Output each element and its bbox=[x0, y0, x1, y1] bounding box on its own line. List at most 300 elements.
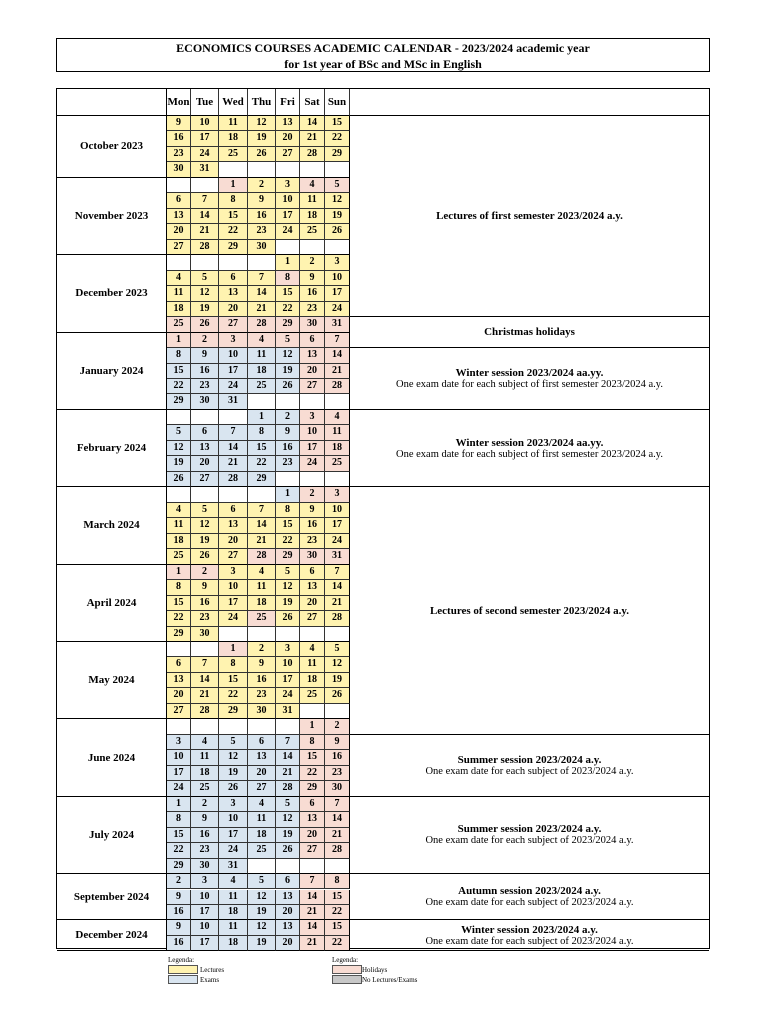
day-cell: 23 bbox=[191, 843, 219, 858]
day-cell: 7 bbox=[191, 657, 219, 672]
day-cell: 2 bbox=[191, 565, 219, 580]
day-cell bbox=[219, 627, 248, 642]
day-cell: 26 bbox=[276, 611, 300, 626]
day-cell: 14 bbox=[219, 441, 248, 456]
day-cell: 26 bbox=[219, 781, 248, 796]
day-cell bbox=[300, 394, 325, 409]
period-subtitle: One exam date for each subject of 2023/2024 a.y. bbox=[425, 835, 634, 847]
day-cell: 9 bbox=[167, 920, 191, 935]
day-cell: 9 bbox=[325, 735, 350, 750]
day-cell: 13 bbox=[276, 920, 300, 935]
day-cell: 19 bbox=[248, 936, 276, 951]
day-cell: 15 bbox=[167, 364, 191, 379]
day-cell bbox=[191, 255, 219, 270]
day-cell: 2 bbox=[248, 178, 276, 193]
day-cell: 16 bbox=[325, 750, 350, 765]
day-cell: 3 bbox=[167, 735, 191, 750]
day-cell: 1 bbox=[219, 178, 248, 193]
day-cell: 7 bbox=[325, 565, 350, 580]
day-cell: 26 bbox=[167, 472, 191, 487]
day-cell: 22 bbox=[325, 131, 350, 146]
day-cell bbox=[325, 472, 350, 487]
day-cell: 19 bbox=[191, 534, 219, 549]
day-cell: 15 bbox=[167, 596, 191, 611]
day-cell: 9 bbox=[191, 348, 219, 363]
day-cell: 17 bbox=[191, 131, 219, 146]
day-cell: 13 bbox=[167, 209, 191, 224]
day-cell bbox=[219, 487, 248, 502]
weekday-header-thu: Thu bbox=[248, 89, 276, 116]
day-cell: 29 bbox=[248, 472, 276, 487]
day-cell: 22 bbox=[167, 611, 191, 626]
day-cell: 22 bbox=[300, 766, 325, 781]
day-cell: 21 bbox=[300, 936, 325, 951]
day-cell: 30 bbox=[167, 162, 191, 177]
calendar-title-box bbox=[56, 38, 710, 72]
day-cell: 16 bbox=[167, 131, 191, 146]
day-cell: 14 bbox=[325, 812, 350, 827]
day-cell: 18 bbox=[167, 534, 191, 549]
period-title: Summer session 2023/2024 a.y. bbox=[457, 823, 602, 836]
day-cell: 19 bbox=[276, 828, 300, 843]
day-cell bbox=[167, 642, 191, 657]
day-cell: 20 bbox=[167, 224, 191, 239]
day-cell: 7 bbox=[248, 271, 276, 286]
day-cell: 17 bbox=[219, 364, 248, 379]
day-cell: 31 bbox=[219, 859, 248, 874]
day-cell: 14 bbox=[248, 518, 276, 533]
month-name: June 2024 bbox=[57, 719, 167, 796]
day-cell: 8 bbox=[276, 271, 300, 286]
day-cell: 12 bbox=[248, 920, 276, 935]
day-cell: 28 bbox=[325, 611, 350, 626]
day-cell: 21 bbox=[300, 905, 325, 920]
day-cell: 18 bbox=[219, 936, 248, 951]
day-cell: 25 bbox=[248, 379, 276, 394]
day-cell: 20 bbox=[300, 364, 325, 379]
day-cell: 17 bbox=[219, 596, 248, 611]
day-cell: 25 bbox=[167, 549, 191, 564]
day-cell: 8 bbox=[276, 503, 300, 518]
day-cell: 19 bbox=[219, 766, 248, 781]
day-cell bbox=[248, 162, 276, 177]
header-corner bbox=[57, 89, 167, 116]
day-cell: 5 bbox=[167, 425, 191, 440]
legend-no-lectures-label: No Lectures/Exams bbox=[362, 976, 418, 984]
day-cell: 17 bbox=[325, 518, 350, 533]
day-cell: 5 bbox=[191, 271, 219, 286]
day-cell: 13 bbox=[300, 348, 325, 363]
day-cell bbox=[167, 178, 191, 193]
day-cell: 8 bbox=[325, 874, 350, 889]
day-cell: 22 bbox=[276, 302, 300, 317]
month-name: January 2024 bbox=[57, 333, 167, 410]
day-cell bbox=[167, 487, 191, 502]
legend-exams-label: Exams bbox=[200, 976, 220, 984]
day-cell bbox=[191, 487, 219, 502]
day-cell: 2 bbox=[191, 797, 219, 812]
day-cell: 25 bbox=[248, 611, 276, 626]
day-cell bbox=[276, 627, 300, 642]
period-description bbox=[350, 920, 709, 951]
day-cell: 4 bbox=[325, 410, 350, 425]
day-cell: 15 bbox=[219, 673, 248, 688]
day-cell: 2 bbox=[167, 874, 191, 889]
period-description bbox=[350, 410, 709, 487]
day-cell: 22 bbox=[325, 936, 350, 951]
day-cell: 26 bbox=[276, 379, 300, 394]
day-cell: 3 bbox=[219, 333, 248, 348]
day-cell: 7 bbox=[300, 874, 325, 889]
day-cell: 6 bbox=[300, 797, 325, 812]
day-cell: 30 bbox=[300, 317, 325, 332]
legend-lectures-label: Lectures bbox=[200, 966, 225, 974]
day-cell: 24 bbox=[191, 147, 219, 162]
day-cell bbox=[248, 255, 276, 270]
period-title: Summer session 2023/2024 a.y. bbox=[457, 753, 602, 766]
period-title: Lectures of first semester 2023/2024 a.y. bbox=[436, 210, 623, 223]
day-cell: 27 bbox=[219, 549, 248, 564]
day-cell: 11 bbox=[300, 193, 325, 208]
day-cell: 6 bbox=[191, 425, 219, 440]
month-name: April 2024 bbox=[57, 565, 167, 642]
period-description bbox=[350, 348, 709, 410]
day-cell: 28 bbox=[248, 549, 276, 564]
day-cell bbox=[325, 162, 350, 177]
day-cell: 5 bbox=[276, 797, 300, 812]
day-cell: 1 bbox=[167, 565, 191, 580]
period-subtitle: One exam date for each subject of 2023/2024 a.y. bbox=[425, 765, 634, 777]
day-cell: 14 bbox=[300, 890, 325, 905]
day-cell: 17 bbox=[276, 209, 300, 224]
legend-no-lectures-swatch bbox=[332, 975, 362, 984]
day-cell: 10 bbox=[325, 503, 350, 518]
day-cell: 1 bbox=[167, 333, 191, 348]
day-cell: 22 bbox=[276, 534, 300, 549]
day-cell: 25 bbox=[325, 456, 350, 471]
day-cell: 20 bbox=[219, 534, 248, 549]
day-cell bbox=[248, 487, 276, 502]
day-cell: 13 bbox=[219, 518, 248, 533]
day-cell: 8 bbox=[248, 425, 276, 440]
day-cell: 6 bbox=[219, 271, 248, 286]
day-cell: 23 bbox=[325, 766, 350, 781]
day-cell: 21 bbox=[248, 534, 276, 549]
day-cell: 15 bbox=[167, 828, 191, 843]
day-cell: 26 bbox=[325, 224, 350, 239]
day-cell: 18 bbox=[219, 131, 248, 146]
day-cell: 23 bbox=[248, 688, 276, 703]
day-cell: 5 bbox=[191, 503, 219, 518]
day-cell: 13 bbox=[219, 286, 248, 301]
day-cell: 11 bbox=[300, 657, 325, 672]
day-cell: 19 bbox=[248, 905, 276, 920]
day-cell: 1 bbox=[276, 487, 300, 502]
day-cell: 9 bbox=[248, 657, 276, 672]
day-cell bbox=[276, 472, 300, 487]
month-name: December 2023 bbox=[57, 255, 167, 332]
day-cell: 12 bbox=[191, 518, 219, 533]
day-cell bbox=[300, 704, 325, 719]
month-name: July 2024 bbox=[57, 797, 167, 874]
day-cell: 21 bbox=[248, 302, 276, 317]
day-cell bbox=[191, 178, 219, 193]
day-cell: 30 bbox=[248, 240, 276, 255]
day-cell: 4 bbox=[191, 735, 219, 750]
day-cell: 9 bbox=[248, 193, 276, 208]
day-cell: 25 bbox=[191, 781, 219, 796]
day-cell: 27 bbox=[300, 611, 325, 626]
day-cell: 15 bbox=[276, 286, 300, 301]
title-line-2: for 1st year of BSc and MSc in English bbox=[284, 57, 482, 71]
day-cell: 15 bbox=[325, 920, 350, 935]
day-cell: 29 bbox=[325, 147, 350, 162]
day-cell bbox=[219, 162, 248, 177]
day-cell: 31 bbox=[325, 317, 350, 332]
day-cell: 16 bbox=[300, 286, 325, 301]
day-cell: 11 bbox=[325, 425, 350, 440]
day-cell: 8 bbox=[167, 348, 191, 363]
day-cell: 26 bbox=[191, 317, 219, 332]
day-cell: 4 bbox=[167, 271, 191, 286]
day-cell: 14 bbox=[191, 209, 219, 224]
day-cell: 15 bbox=[219, 209, 248, 224]
day-cell: 11 bbox=[219, 890, 248, 905]
day-cell: 9 bbox=[276, 425, 300, 440]
day-cell: 28 bbox=[300, 147, 325, 162]
day-cell bbox=[191, 410, 219, 425]
day-cell bbox=[219, 255, 248, 270]
day-cell bbox=[167, 719, 191, 734]
day-cell: 7 bbox=[191, 193, 219, 208]
day-cell: 12 bbox=[167, 441, 191, 456]
day-cell: 31 bbox=[219, 394, 248, 409]
header-description-cell bbox=[350, 89, 709, 116]
period-subtitle: One exam date for each subject of first semester 2023/2024 a.y. bbox=[396, 378, 663, 390]
day-cell: 7 bbox=[219, 425, 248, 440]
day-cell: 27 bbox=[276, 147, 300, 162]
day-cell: 14 bbox=[276, 750, 300, 765]
day-cell: 30 bbox=[300, 549, 325, 564]
day-cell: 31 bbox=[191, 162, 219, 177]
day-cell: 5 bbox=[325, 642, 350, 657]
day-cell: 23 bbox=[248, 224, 276, 239]
day-cell: 29 bbox=[276, 549, 300, 564]
calendar-table bbox=[56, 88, 710, 949]
day-cell: 22 bbox=[248, 456, 276, 471]
month-name: May 2024 bbox=[57, 642, 167, 719]
legend-holidays-swatch bbox=[332, 965, 362, 974]
day-cell: 26 bbox=[276, 843, 300, 858]
day-cell: 13 bbox=[248, 750, 276, 765]
day-cell: 29 bbox=[167, 859, 191, 874]
day-cell: 27 bbox=[300, 843, 325, 858]
day-cell: 9 bbox=[300, 271, 325, 286]
day-cell: 23 bbox=[167, 147, 191, 162]
day-cell: 26 bbox=[325, 688, 350, 703]
day-cell: 17 bbox=[191, 936, 219, 951]
day-cell: 1 bbox=[300, 719, 325, 734]
day-cell: 2 bbox=[300, 255, 325, 270]
day-cell: 29 bbox=[276, 317, 300, 332]
day-cell: 1 bbox=[219, 642, 248, 657]
day-cell: 29 bbox=[300, 781, 325, 796]
day-cell: 3 bbox=[300, 410, 325, 425]
day-cell: 3 bbox=[219, 797, 248, 812]
day-cell: 20 bbox=[167, 688, 191, 703]
day-cell: 27 bbox=[167, 704, 191, 719]
day-cell bbox=[276, 240, 300, 255]
day-cell: 2 bbox=[191, 333, 219, 348]
day-cell bbox=[191, 642, 219, 657]
day-cell: 6 bbox=[167, 193, 191, 208]
title-line-1: ECONOMICS COURSES ACADEMIC CALENDAR - 2023/2024 academic year bbox=[176, 41, 590, 55]
day-cell: 20 bbox=[276, 905, 300, 920]
day-cell: 21 bbox=[325, 596, 350, 611]
day-cell: 24 bbox=[325, 534, 350, 549]
day-cell bbox=[248, 394, 276, 409]
day-cell: 30 bbox=[325, 781, 350, 796]
day-cell: 11 bbox=[248, 348, 276, 363]
day-cell bbox=[276, 394, 300, 409]
day-cell: 20 bbox=[219, 302, 248, 317]
day-cell: 18 bbox=[248, 828, 276, 843]
day-cell: 10 bbox=[325, 271, 350, 286]
day-cell: 12 bbox=[276, 348, 300, 363]
legend-heading-right: Legenda: bbox=[332, 956, 359, 964]
day-cell: 5 bbox=[219, 735, 248, 750]
day-cell: 2 bbox=[300, 487, 325, 502]
day-cell bbox=[325, 627, 350, 642]
day-cell: 12 bbox=[276, 580, 300, 595]
day-cell: 17 bbox=[276, 673, 300, 688]
day-cell: 10 bbox=[300, 425, 325, 440]
month-name: December 2024 bbox=[57, 920, 167, 951]
day-cell: 28 bbox=[276, 781, 300, 796]
month-name: November 2023 bbox=[57, 178, 167, 255]
day-cell: 27 bbox=[300, 379, 325, 394]
day-cell: 8 bbox=[167, 812, 191, 827]
day-cell: 9 bbox=[191, 580, 219, 595]
day-cell: 24 bbox=[276, 224, 300, 239]
day-cell: 6 bbox=[300, 333, 325, 348]
day-cell bbox=[167, 410, 191, 425]
day-cell: 24 bbox=[167, 781, 191, 796]
day-cell: 5 bbox=[276, 333, 300, 348]
day-cell: 16 bbox=[191, 828, 219, 843]
day-cell: 10 bbox=[167, 750, 191, 765]
day-cell: 8 bbox=[300, 735, 325, 750]
day-cell: 29 bbox=[167, 394, 191, 409]
period-title: Winter session 2023/2024 aa.yy. bbox=[455, 436, 604, 449]
period-title: Winter session 2023/2024 aa.yy. bbox=[455, 366, 604, 379]
day-cell: 21 bbox=[300, 131, 325, 146]
day-cell: 19 bbox=[167, 456, 191, 471]
day-cell: 3 bbox=[191, 874, 219, 889]
day-cell: 9 bbox=[167, 116, 191, 131]
day-cell bbox=[276, 859, 300, 874]
legend-lectures-swatch bbox=[168, 965, 198, 974]
month-name: February 2024 bbox=[57, 410, 167, 487]
weekday-header-sat: Sat bbox=[300, 89, 325, 116]
day-cell bbox=[219, 410, 248, 425]
day-cell: 16 bbox=[167, 905, 191, 920]
day-cell: 4 bbox=[248, 797, 276, 812]
day-cell: 11 bbox=[219, 920, 248, 935]
day-cell: 14 bbox=[191, 673, 219, 688]
day-cell: 22 bbox=[325, 905, 350, 920]
period-title: Lectures of second semester 2023/2024 a.y. bbox=[429, 604, 630, 617]
legend-heading-left: Legenda: bbox=[168, 956, 195, 964]
day-cell: 1 bbox=[248, 410, 276, 425]
day-cell: 6 bbox=[167, 657, 191, 672]
day-cell: 30 bbox=[191, 859, 219, 874]
day-cell: 25 bbox=[248, 843, 276, 858]
day-cell: 21 bbox=[219, 456, 248, 471]
period-description bbox=[350, 116, 709, 317]
day-cell: 18 bbox=[248, 364, 276, 379]
day-cell: 5 bbox=[248, 874, 276, 889]
day-cell: 9 bbox=[191, 812, 219, 827]
day-cell: 3 bbox=[276, 642, 300, 657]
day-cell: 16 bbox=[248, 673, 276, 688]
day-cell: 28 bbox=[191, 240, 219, 255]
day-cell: 13 bbox=[276, 890, 300, 905]
day-cell: 21 bbox=[325, 828, 350, 843]
day-cell: 4 bbox=[219, 874, 248, 889]
day-cell: 6 bbox=[248, 735, 276, 750]
day-cell: 6 bbox=[276, 874, 300, 889]
day-cell: 25 bbox=[219, 147, 248, 162]
day-cell: 10 bbox=[276, 193, 300, 208]
day-cell: 4 bbox=[167, 503, 191, 518]
day-cell: 4 bbox=[248, 565, 276, 580]
day-cell: 16 bbox=[248, 209, 276, 224]
day-cell: 10 bbox=[219, 812, 248, 827]
day-cell: 16 bbox=[191, 596, 219, 611]
day-cell: 21 bbox=[276, 766, 300, 781]
day-cell: 28 bbox=[248, 317, 276, 332]
day-cell: 12 bbox=[248, 116, 276, 131]
day-cell: 22 bbox=[167, 843, 191, 858]
day-cell: 28 bbox=[325, 843, 350, 858]
period-title: Christmas holidays bbox=[484, 326, 575, 339]
day-cell: 10 bbox=[276, 657, 300, 672]
period-subtitle: One exam date for each subject of 2023/2024 a.y. bbox=[425, 935, 634, 947]
day-cell: 25 bbox=[167, 317, 191, 332]
day-cell: 12 bbox=[248, 890, 276, 905]
day-cell bbox=[276, 162, 300, 177]
day-cell: 13 bbox=[167, 673, 191, 688]
day-cell: 19 bbox=[191, 302, 219, 317]
day-cell bbox=[325, 704, 350, 719]
day-cell: 10 bbox=[219, 580, 248, 595]
day-cell: 23 bbox=[276, 456, 300, 471]
day-cell bbox=[167, 255, 191, 270]
day-cell: 29 bbox=[219, 240, 248, 255]
period-description bbox=[350, 487, 709, 735]
day-cell: 29 bbox=[219, 704, 248, 719]
period-title: Winter session 2023/2024 a.y. bbox=[461, 923, 598, 936]
day-cell: 30 bbox=[191, 627, 219, 642]
day-cell: 6 bbox=[300, 565, 325, 580]
day-cell: 9 bbox=[300, 503, 325, 518]
day-cell: 11 bbox=[248, 580, 276, 595]
month-name: March 2024 bbox=[57, 487, 167, 564]
day-cell: 25 bbox=[300, 224, 325, 239]
day-cell: 27 bbox=[248, 781, 276, 796]
day-cell: 14 bbox=[248, 286, 276, 301]
